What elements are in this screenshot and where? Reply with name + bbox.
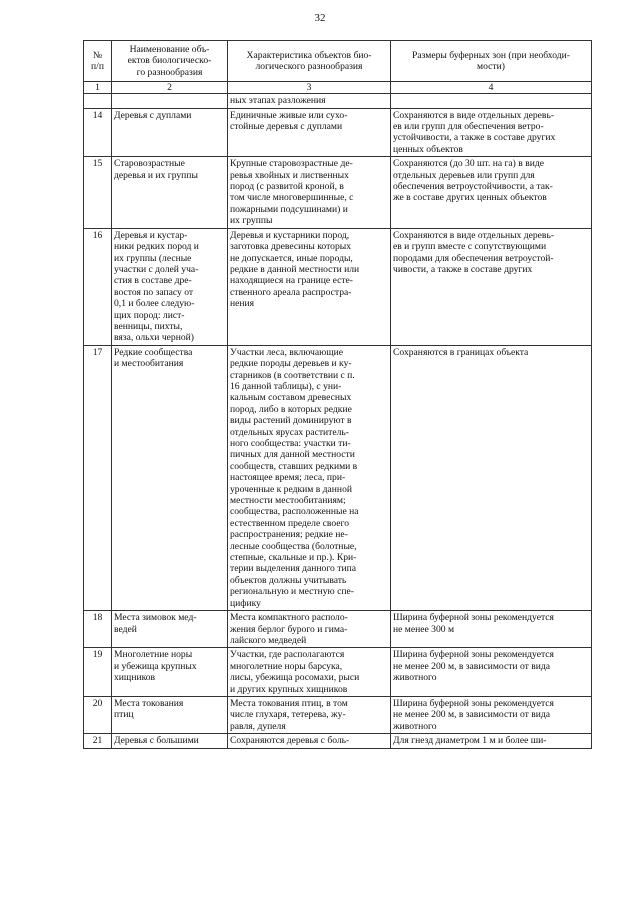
continuation-row: [84, 94, 592, 108]
row-number: 20: [84, 696, 112, 733]
object-name: Места токования птиц: [112, 696, 228, 733]
page-number: 32: [314, 12, 326, 24]
column-number: 3: [228, 82, 391, 94]
object-characteristic: Места токования птиц, в том числе глухаря, тетерева, жу- равля, дупеля: [228, 696, 391, 733]
column-number: 4: [391, 82, 592, 94]
buffer-zone: Ширина буферной зоны рекомендуется не менее 200 м, в зависимости от вида животного: [391, 648, 592, 697]
table-row: [84, 345, 592, 610]
column-number-row: [84, 82, 592, 94]
table-row: [84, 157, 592, 228]
buffer-zone: Сохраняются в виде отдельных деревь- ев или групп для обеспечения ветро- устойчивости, а также в составе других ценных объектов: [391, 108, 592, 157]
column-number: 2: [112, 82, 228, 94]
object-characteristic: Участки леса, включающие редкие породы деревьев и ку- старников (в соответствии с п. 16 данной таблицы), с уни- кальным составом древесных пород, либо в которых редкие виды растений доминируют в отдельных ярусах раститель- ного сообщества: участки ти- пичных для данной местности сообществ, ставших редкими в настоящее время; леса, при- уроченные к редким в данной местности местообитаниям; сообщества, расположенные на естественном пределе своего распространения; редкие не- лесные сообщества (болотные, степные, скальные и пр.). Кри- терии выделения данного типа объектов должны учитывать региональную и местную спе- цифику: [228, 345, 391, 610]
object-name: Многолетние норы и убежища крупных хищников: [112, 648, 228, 697]
row-number: 17: [84, 345, 112, 610]
object-characteristic: Участки, где располагаются многолетние норы барсука, лисы, убежища росомахи, рыси и других крупных хищников: [228, 648, 391, 697]
table-row: [84, 108, 592, 157]
row-number: 16: [84, 228, 112, 345]
object-characteristic: Единичные живые или сухо- стойные деревья с дуплами: [228, 108, 391, 157]
row-number: 19: [84, 648, 112, 697]
header-object-name: Наименование объ- ектов биологическо- го разнообразия: [112, 41, 228, 82]
buffer-zone: Для гнезд диаметром 1 м и более ши-: [391, 734, 592, 748]
object-name: Деревья с большими: [112, 734, 228, 748]
header-number: № п/п: [84, 41, 112, 82]
continuation-text: ных этапах разложения: [228, 94, 391, 108]
row-number: 15: [84, 157, 112, 228]
header-characteristic: Характеристика объектов био- логического разнообразия: [228, 41, 391, 82]
table-header-row: [84, 41, 592, 82]
object-characteristic: Деревья и кустарники пород, заготовка древесины которых не допускается, иные породы, редкие в данной местности или находящиеся на границе есте- ственного ареала распростра- нения: [228, 228, 391, 345]
column-number: 1: [84, 82, 112, 94]
buffer-zone: Ширина буферной зоны рекомендуется не менее 300 м: [391, 611, 592, 648]
object-name: Места зимовок мед- ведей: [112, 611, 228, 648]
buffer-zone: Сохраняются в границах объекта: [391, 345, 592, 610]
object-name: Старовозрастные деревья и их группы: [112, 157, 228, 228]
object-characteristic: Сохраняются деревья с боль-: [228, 734, 391, 748]
object-name: Редкие сообщества и местообитания: [112, 345, 228, 610]
buffer-zone: Сохраняются (до 30 шт. на га) в виде отдельных деревьев или групп для обеспечения ветроустойчивости, а так- же в составе других ценных объектов: [391, 157, 592, 228]
object-name: Деревья и кустар- ники редких пород и их группы (лесные участки с долей уча- стия в составе дре- востоя по запасу от 0,1 и более следую- щих пород: лист- венницы, пихты, вяза, ольхи черной): [112, 228, 228, 345]
biodiversity-table: [83, 40, 592, 749]
object-characteristic: Крупные старовозрастные де- ревья хвойных и лиственных пород (с развитой кроной, в том числе многовершинные, с пожарными подсушинами) и их группы: [228, 157, 391, 228]
object-name: Деревья с дуплами: [112, 108, 228, 157]
table-row: [84, 696, 592, 733]
object-characteristic: Места компактного располо- жения берлог бурого и гима- лайского медведей: [228, 611, 391, 648]
row-number: 14: [84, 108, 112, 157]
table-row: [84, 648, 592, 697]
buffer-zone: Сохраняются в виде отдельных деревь- ев и групп вместе с сопутствующими породами для обеспечения ветроустой- чивости, а также в составе других: [391, 228, 592, 345]
buffer-zone: Ширина буферной зоны рекомендуется не менее 200 м, в зависимости от вида животного: [391, 696, 592, 733]
table-row: [84, 611, 592, 648]
header-buffer-size: Размеры буферных зон (при необходи- мости): [391, 41, 592, 82]
row-number: 18: [84, 611, 112, 648]
row-number: 21: [84, 734, 112, 748]
table-row: [84, 228, 592, 345]
table-row: [84, 734, 592, 748]
